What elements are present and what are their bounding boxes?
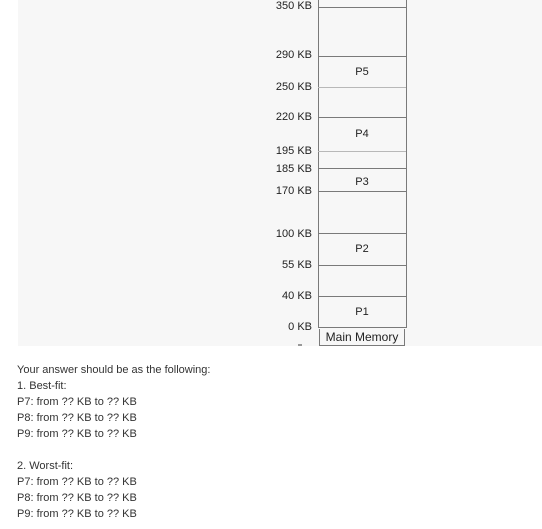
instructions-intro: Your answer should be as the following: bbox=[17, 364, 211, 376]
worst-fit-heading: 2. Worst-fit: bbox=[17, 460, 74, 472]
address-label: 40 KB bbox=[282, 290, 312, 302]
boundary-40 bbox=[318, 296, 406, 297]
address-label: 350 KB bbox=[275, 0, 312, 12]
main-memory-column bbox=[318, 0, 407, 328]
boundary-0 bbox=[318, 327, 406, 328]
boundary-170 bbox=[318, 191, 406, 192]
partition-label-p4: P4 bbox=[355, 128, 369, 140]
best-fit-line: P8: from ?? KB to ?? KB bbox=[17, 412, 137, 424]
partition-label-p2: P2 bbox=[355, 243, 369, 255]
boundary-290 bbox=[318, 56, 406, 57]
boundary-185 bbox=[318, 168, 406, 169]
boundary-250 bbox=[318, 87, 406, 88]
best-fit-line: P9: from ?? KB to ?? KB bbox=[17, 428, 137, 440]
address-label: 170 KB bbox=[275, 185, 312, 197]
partition-label-p3: P3 bbox=[355, 176, 369, 188]
address-label: 195 KB bbox=[275, 145, 312, 157]
address-label: 220 KB bbox=[275, 111, 312, 123]
address-label: 55 KB bbox=[282, 259, 312, 271]
best-fit-line: P7: from ?? KB to ?? KB bbox=[17, 396, 137, 408]
address-label: 0 KB bbox=[288, 321, 312, 333]
main-memory-label: Main Memory bbox=[319, 329, 405, 346]
boundary-220 bbox=[318, 117, 406, 118]
boundary-100 bbox=[318, 233, 406, 234]
address-label: 185 KB bbox=[275, 163, 312, 175]
boundary-195 bbox=[318, 151, 406, 152]
small-mark bbox=[298, 344, 302, 346]
spacer bbox=[17, 442, 210, 458]
partition-label-p5: P5 bbox=[355, 66, 369, 78]
best-fit-heading: 1. Best-fit: bbox=[17, 380, 67, 392]
address-label: 100 KB bbox=[275, 228, 312, 240]
address-label: 290 KB bbox=[275, 49, 312, 61]
address-label: 250 KB bbox=[275, 81, 312, 93]
worst-fit-line: P9: from ?? KB to ?? KB bbox=[17, 508, 137, 520]
worst-fit-line: P8: from ?? KB to ?? KB bbox=[17, 492, 137, 504]
boundary-350 bbox=[318, 7, 406, 8]
worst-fit-line: P7: from ?? KB to ?? KB bbox=[17, 476, 137, 488]
partition-label-p1: P1 bbox=[355, 306, 369, 318]
answer-format-instructions bbox=[17, 362, 210, 522]
boundary-55 bbox=[318, 265, 406, 266]
